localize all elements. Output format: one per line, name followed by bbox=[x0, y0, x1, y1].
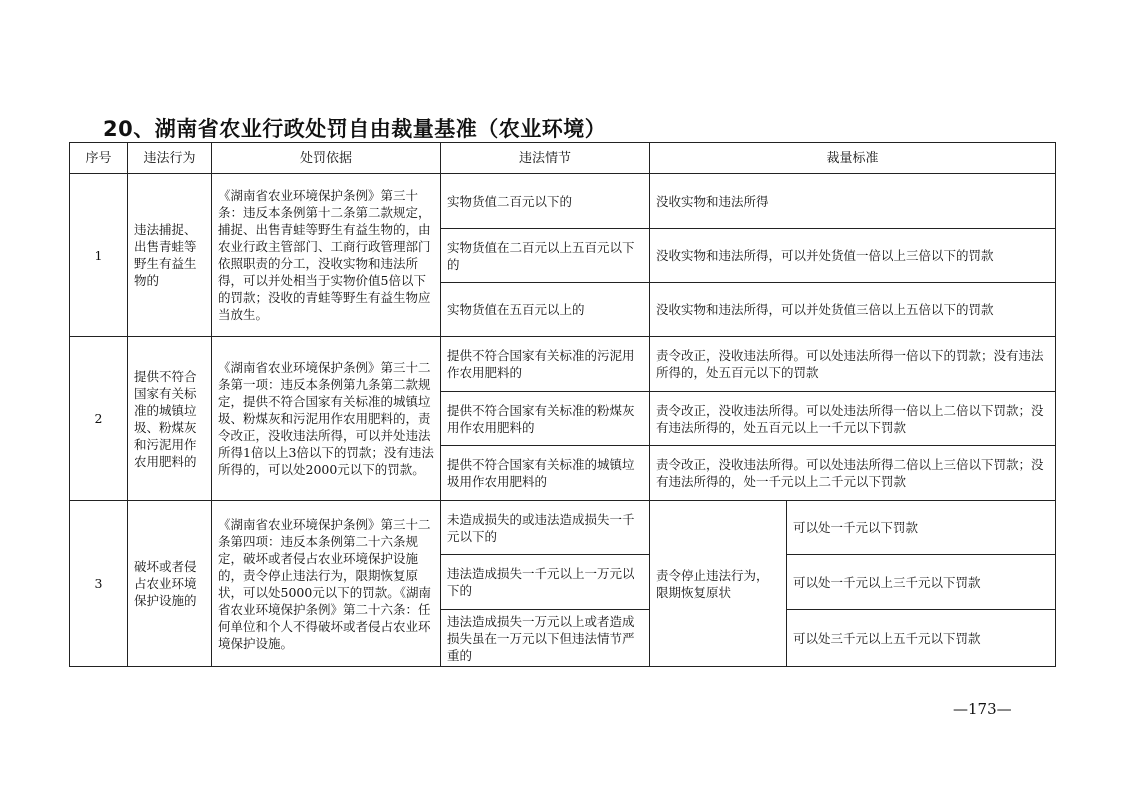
row-circumstance: 实物货值二百元以下的 bbox=[441, 174, 650, 229]
header-behavior: 违法行为 bbox=[128, 143, 212, 174]
row-standard: 没收实物和违法所得，可以并处货值三倍以上五倍以下的罚款 bbox=[650, 283, 1056, 337]
row-seq: 3 bbox=[70, 501, 128, 667]
row-circumstance: 未造成损失的或违法造成损失一千元以下的 bbox=[441, 501, 650, 555]
header-basis: 处罚依据 bbox=[212, 143, 441, 174]
table-row bbox=[70, 501, 1056, 555]
table-row bbox=[70, 337, 1056, 392]
header-circumstance: 违法情节 bbox=[441, 143, 650, 174]
row-standard: 责令改正，没收违法所得。可以处违法所得一倍以下的罚款；没有违法所得的，处五百元以下的罚款 bbox=[650, 337, 1056, 392]
penalty-table bbox=[69, 142, 1056, 667]
row-standard: 可以处一千元以上三千元以下罚款 bbox=[787, 555, 1056, 610]
row-standard: 可以处一千元以下罚款 bbox=[787, 501, 1056, 555]
row-basis: 《湖南省农业环境保护条例》第三十二条第四项：违反本条例第二十六条规定，破坏或者侵占农业环境保护设施的，责令停止违法行为，限期恢复原状，可以处5000元以下的罚款。《湖南省农业环境保护条例》第二十六条：任何单位和个人不得破坏或者侵占农业环境保护设施。 bbox=[212, 501, 441, 667]
row-behavior: 破坏或者侵占农业环境保护设施的 bbox=[128, 501, 212, 667]
row-basis: 《湖南省农业环境保护条例》第三十二条第一项：违反本条例第九条第二款规定，提供不符合国家有关标准的城镇垃圾、粉煤灰和污泥用作农用肥料的，责令改正，没收违法所得，可以并处违法所得1倍以上3倍以下的罚款；没有违法所得的，可以处2000元以下的罚款。 bbox=[212, 337, 441, 501]
row-standard: 没收实物和违法所得 bbox=[650, 174, 1056, 229]
table-row bbox=[70, 174, 1056, 229]
row-basis: 《湖南省农业环境保护条例》第三十条：违反本条例第十二条第二款规定，捕捉、出售青蛙等野生有益生物的，由农业行政主管部门、工商行政管理部门依照职责的分工，没收实物和违法所得，可以并处相当于实物价值5倍以下的罚款；没收的青蛙等野生有益生物应当放生。 bbox=[212, 174, 441, 337]
header-standard: 裁量标准 bbox=[650, 143, 1056, 174]
row-circumstance: 违法造成损失一千元以上一万元以下的 bbox=[441, 555, 650, 610]
row-standard: 责令改正，没收违法所得。可以处违法所得一倍以上二倍以下罚款；没有违法所得的，处五百元以上一千元以下罚款 bbox=[650, 392, 1056, 446]
row-standard: 责令改正，没收违法所得。可以处违法所得二倍以上三倍以下罚款；没有违法所得的，处一千元以上二千元以下罚款 bbox=[650, 446, 1056, 501]
row-seq: 1 bbox=[70, 174, 128, 337]
row-standard: 可以处三千元以上五千元以下罚款 bbox=[787, 610, 1056, 667]
row-standard: 没收实物和违法所得，可以并处货值一倍以上三倍以下的罚款 bbox=[650, 229, 1056, 283]
row-circumstance: 提供不符合国家有关标准的城镇垃圾用作农用肥料的 bbox=[441, 446, 650, 501]
page-number: —173— bbox=[953, 700, 1012, 718]
table-header-row bbox=[70, 143, 1056, 174]
row-circumstance: 违法造成损失一万元以上或者造成损失虽在一万元以下但违法情节严重的 bbox=[441, 610, 650, 667]
row-common-standard: 责令停止违法行为，限期恢复原状 bbox=[650, 501, 787, 667]
page-title: 20、湖南省农业行政处罚自由裁量基准（农业环境） bbox=[103, 117, 607, 141]
row-circumstance: 实物货值在二百元以上五百元以下的 bbox=[441, 229, 650, 283]
row-behavior: 违法捕捉、出售青蛙等野生有益生物的 bbox=[128, 174, 212, 337]
row-seq: 2 bbox=[70, 337, 128, 501]
row-circumstance: 提供不符合国家有关标准的污泥用作农用肥料的 bbox=[441, 337, 650, 392]
row-circumstance: 实物货值在五百元以上的 bbox=[441, 283, 650, 337]
row-circumstance: 提供不符合国家有关标准的粉煤灰用作农用肥料的 bbox=[441, 392, 650, 446]
header-seq: 序号 bbox=[70, 143, 128, 174]
row-behavior: 提供不符合国家有关标准的城镇垃圾、粉煤灰和污泥用作农用肥料的 bbox=[128, 337, 212, 501]
